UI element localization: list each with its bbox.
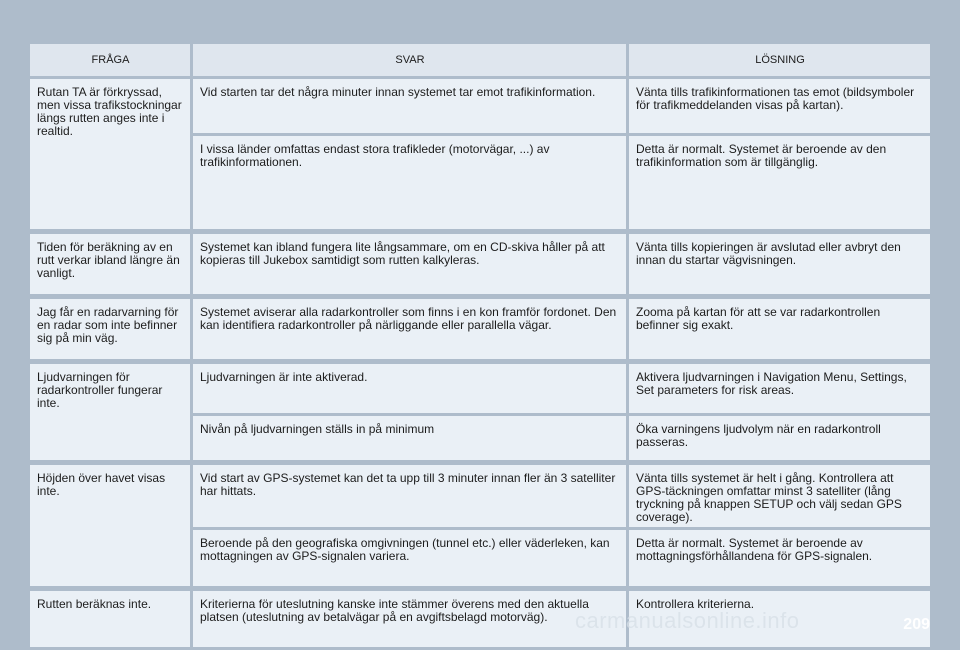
question-cell: Tiden för beräkning av en rutt verkar ibland längre än vanligt. — [30, 234, 190, 294]
question-cell: Rutan TA är förkryssad, men vissa trafikstockningar längs rutten anges inte i realtid. — [30, 79, 190, 229]
faq-table — [30, 44, 930, 650]
answer-cell: Systemet kan ibland fungera lite långsammare, om en CD-skiva håller på att kopieras till Jukebox samtidigt som rutten kalkyleras. — [193, 234, 626, 294]
table-row — [193, 234, 930, 294]
answer-cell: Ljudvarningen är inte aktiverad. — [193, 364, 626, 413]
question-cell: Rutten beräknas inte. — [30, 591, 190, 647]
question-cell: Ljudvarningen för radarkontroller fungerar inte. — [30, 364, 190, 460]
answer-cell: Nivån på ljudvarningen ställs in på minimum — [193, 416, 626, 460]
table-row — [193, 136, 930, 229]
watermark: carmanualsonline.info — [575, 608, 800, 633]
faq-group — [30, 364, 930, 460]
table-header — [30, 44, 930, 76]
solution-cell: Aktivera ljudvarningen i Navigation Menu, Settings, Set parameters for risk areas. — [629, 364, 930, 413]
table-row — [193, 416, 930, 460]
answer-cell: Vid starten tar det några minuter innan systemet tar emot trafikinformation. — [193, 79, 626, 133]
solution-cell: Detta är normalt. Systemet är beroende av mottagningsförhållandena för GPS-signalen. — [629, 530, 930, 586]
answer-cell: Vid start av GPS-systemet kan det ta upp till 3 minuter innan fler än 3 satelliter har hittats. — [193, 465, 626, 527]
table-row — [193, 465, 930, 527]
solution-cell: Vänta tills systemet är helt i gång. Kontrollera att GPS-täckningen omfattar minst 3 satelliter (lång tryckning på knappen SETUP och välj sedan GPS coverage). — [629, 465, 930, 527]
header-answer: SVAR — [193, 44, 626, 76]
table-row — [193, 79, 930, 133]
faq-group — [30, 79, 930, 229]
question-cell: Jag får en radarvarning för en radar som inte befinner sig på min väg. — [30, 299, 190, 359]
solution-cell: Zooma på kartan för att se var radarkontrollen befinner sig exakt. — [629, 299, 930, 359]
header-solution: LÖSNING — [629, 44, 930, 76]
question-cell: Höjden över havet visas inte. — [30, 465, 190, 586]
answer-cell: Systemet aviserar alla radarkontroller som finns i en kon framför fordonet. Den kan identifiera radarkontroller på närliggande eller parallella vägar. — [193, 299, 626, 359]
faq-group — [30, 465, 930, 586]
faq-group — [30, 234, 930, 294]
page-number: 209 — [903, 616, 930, 633]
solution-cell: Vänta tills trafikinformationen tas emot (bildsymboler för trafikmeddelanden visas på kartan). — [629, 79, 930, 133]
solution-cell: Detta är normalt. Systemet är beroende av den trafikinformation som är tillgänglig. — [629, 136, 930, 229]
table-row — [193, 299, 930, 359]
table-row — [193, 530, 930, 586]
answer-cell: I vissa länder omfattas endast stora trafikleder (motorvägar, ...) av trafikinformationen. — [193, 136, 626, 229]
solution-cell: Kontrollera kriterierna. — [629, 591, 930, 647]
header-question: FRÅGA — [30, 44, 190, 76]
table-row — [193, 364, 930, 413]
table-row — [193, 591, 930, 647]
answer-cell: Beroende på den geografiska omgivningen (tunnel etc.) eller väderleken, kan mottagningen av GPS-signalen variera. — [193, 530, 626, 586]
solution-cell: Öka varningens ljudvolym när en radarkontroll passeras. — [629, 416, 930, 460]
answer-cell: Kriterierna för uteslutning kanske inte stämmer överens med den aktuella platsen (uteslutning av betalvägar på en avgiftsbelagd motorväg). — [193, 591, 626, 647]
solution-cell: Vänta tills kopieringen är avslutad eller avbryt den innan du startar vägvisningen. — [629, 234, 930, 294]
faq-group — [30, 299, 930, 359]
